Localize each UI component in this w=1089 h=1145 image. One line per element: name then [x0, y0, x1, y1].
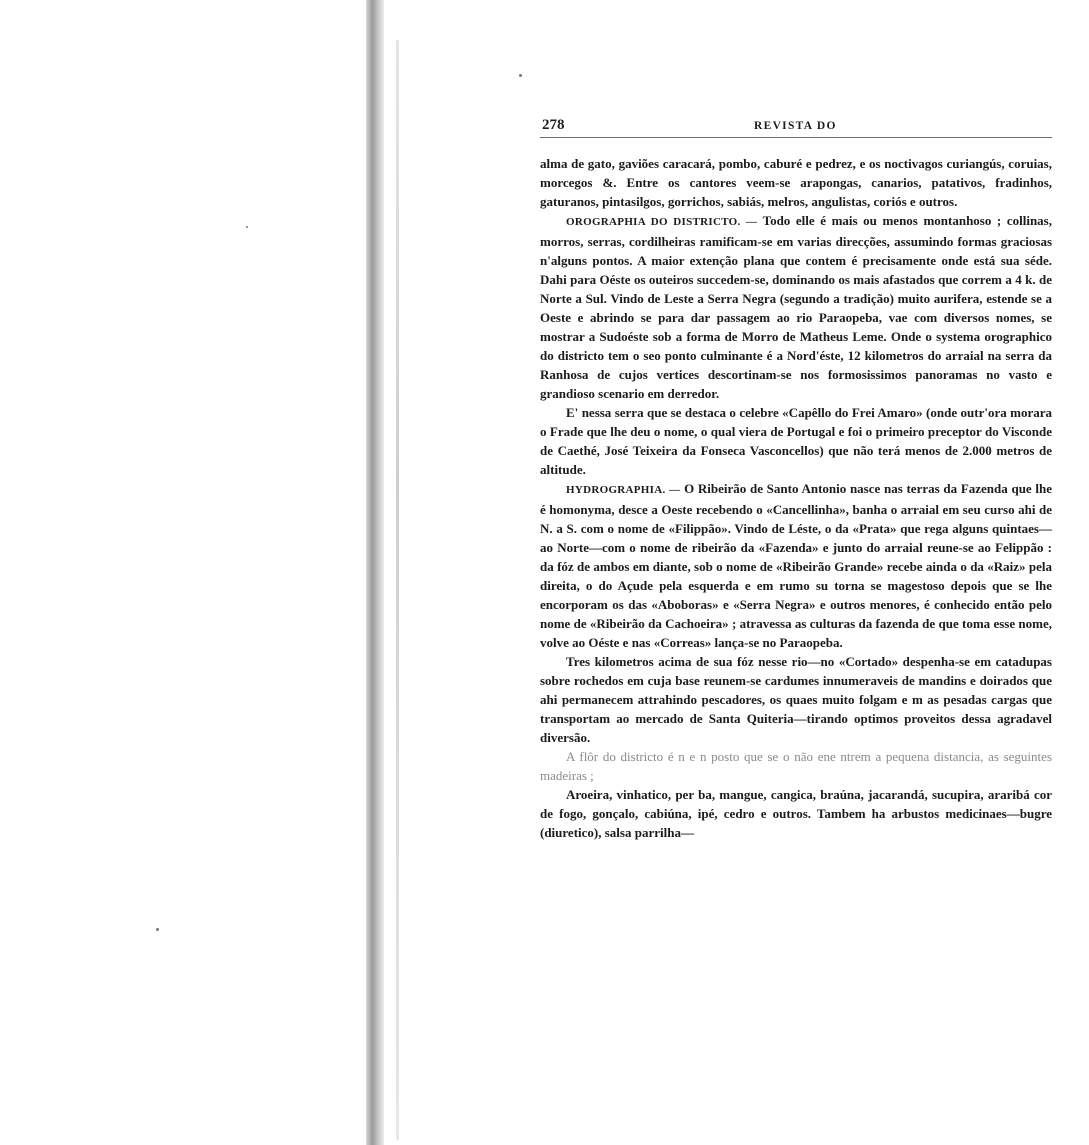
paragraph-cachoeira [540, 652, 1052, 747]
book-gutter-edge [396, 40, 399, 1140]
paragraph-text: E' nessa serra que se destaca o celebre «Capêllo do Frei Amaro» (onde outr'ora morara o Frade que lhe deu o nome, o qual viera de Portugal e foi o primeiro preceptor do Visconde de Caethé, José Teixeira da Fonseca Vasconcellos) que não terá menos de 2.000 metros de altitude. [540, 405, 1052, 477]
section-heading: OROGRAPHIA DO DISTRICTO. — [566, 216, 758, 228]
paragraph-hydrographia [540, 479, 1052, 652]
paragraph-text: Todo elle é mais ou menos montanhoso ; collinas, morros, serras, cordilheiras ramificam-se em varias direcções, assumindo formas graciosas n'alguns pontos. A maior extenção plana que contem é precisamente onde está sua séde. Dahi para Oéste os outeiros succedem-se, dominando os mais afastados que correm a 4 k. de Norte a Sul. Vindo de Leste a Serra Negra (segundo a tradição) muito aurifera, estende se a Oeste e abrindo se para dar passagem ao rio Paraopeba, vae com diversos nomes, se mostrar a Sudoéste sob a forma de Morro de Matheus Leme. Onde o systema orographico do districto tem o seo ponto culminante é a Nord'éste, 12 kilometros do arraial na serra da Ranhosa de cujos vertices descortinam-se nos formosissimos panoramas no vasto e grandioso scenario em derredor. [540, 213, 1052, 401]
paragraph-text: A flôr do districto é n e n posto que se o não ene ntrem a pequena distancia, as seguintes madeiras ; [540, 749, 1052, 783]
book-gutter-shadow [366, 0, 384, 1145]
paragraph-text: Tres kilometros acima de sua fóz nesse rio—no «Cortado» despenha-se em catadupas sobre rochedos em cuja base reunem-se cardumes innumeraveis de mandins e doirados que ahi permanecem attrahindo pescadores, os quaes muito folgam e m as pesadas cargas que transportam ao mercado de Santa Quiteria—tirando optimos proveitos dessa agradavel diversão. [540, 654, 1052, 745]
running-head: REVISTA DO [754, 120, 837, 132]
paragraph-flora-intro [540, 747, 1052, 785]
page-number: 278 [542, 117, 565, 133]
section-heading: HYDROGRAPHIA. — [566, 484, 681, 496]
page-header [540, 115, 1052, 138]
paragraph-capello [540, 403, 1052, 479]
paragraph-text: O Ribeirão de Santo Antonio nasce nas terras da Fazenda que lhe é homonyma, desce a Oeste recebendo o «Cancellinha», banha o arraial em seu curso ahi de N. a S. com o nome de «Filippão». Vindo de Léste, o da «Prata» que rega alguns quintaes—ao Norte—com o nome de ribeirão da «Fazenda» e junto do arraial reune-se ao Felippão : da fóz de ambos em diante, sob o nome de «Ribeirão Grande» recebe ainda o da «Raiz» pela direita, o do Açude pela esquerda e em rumo su torna se magestoso depois que se lhe encorporam os das «Aboboras» e «Serra Negra» e outros menores, é conhecido então pelo nome de «Ribeirão da Cachoeira» ; atravessa as culturas da fazenda de que toma esse nome, volve ao Oéste e nas «Correas» lança-se no Paraopeba. [540, 481, 1053, 650]
scan-speck [519, 74, 522, 77]
paragraph-orographia [540, 211, 1052, 403]
paragraph-text: alma de gato, gaviões caracará, pombo, caburé e pedrez, e os noctivagos curiangús, coruias, morcegos &. Entre os cantores veem-se arapongas, canarios, patativos, fradinhos, gaturanos, pintasilgos, gorrichos, sabiás, melros, angulistas, coriós e outros. [540, 156, 1052, 209]
scan-speck [246, 226, 248, 228]
body-text [540, 154, 1052, 842]
paragraph-madeiras [540, 785, 1052, 842]
scan-speck [156, 928, 159, 931]
document-page [540, 115, 1052, 842]
paragraph-text: Aroeira, vinhatico, per ba, mangue, cangica, braúna, jacarandá, sucupira, araribá cor de fogo, gonçalo, cabiúna, ipé, cedro e outros. Tambem ha arbustos medicinaes—bugre (diuretico), salsa parrilha— [540, 787, 1052, 840]
paragraph-fauna [540, 154, 1052, 211]
